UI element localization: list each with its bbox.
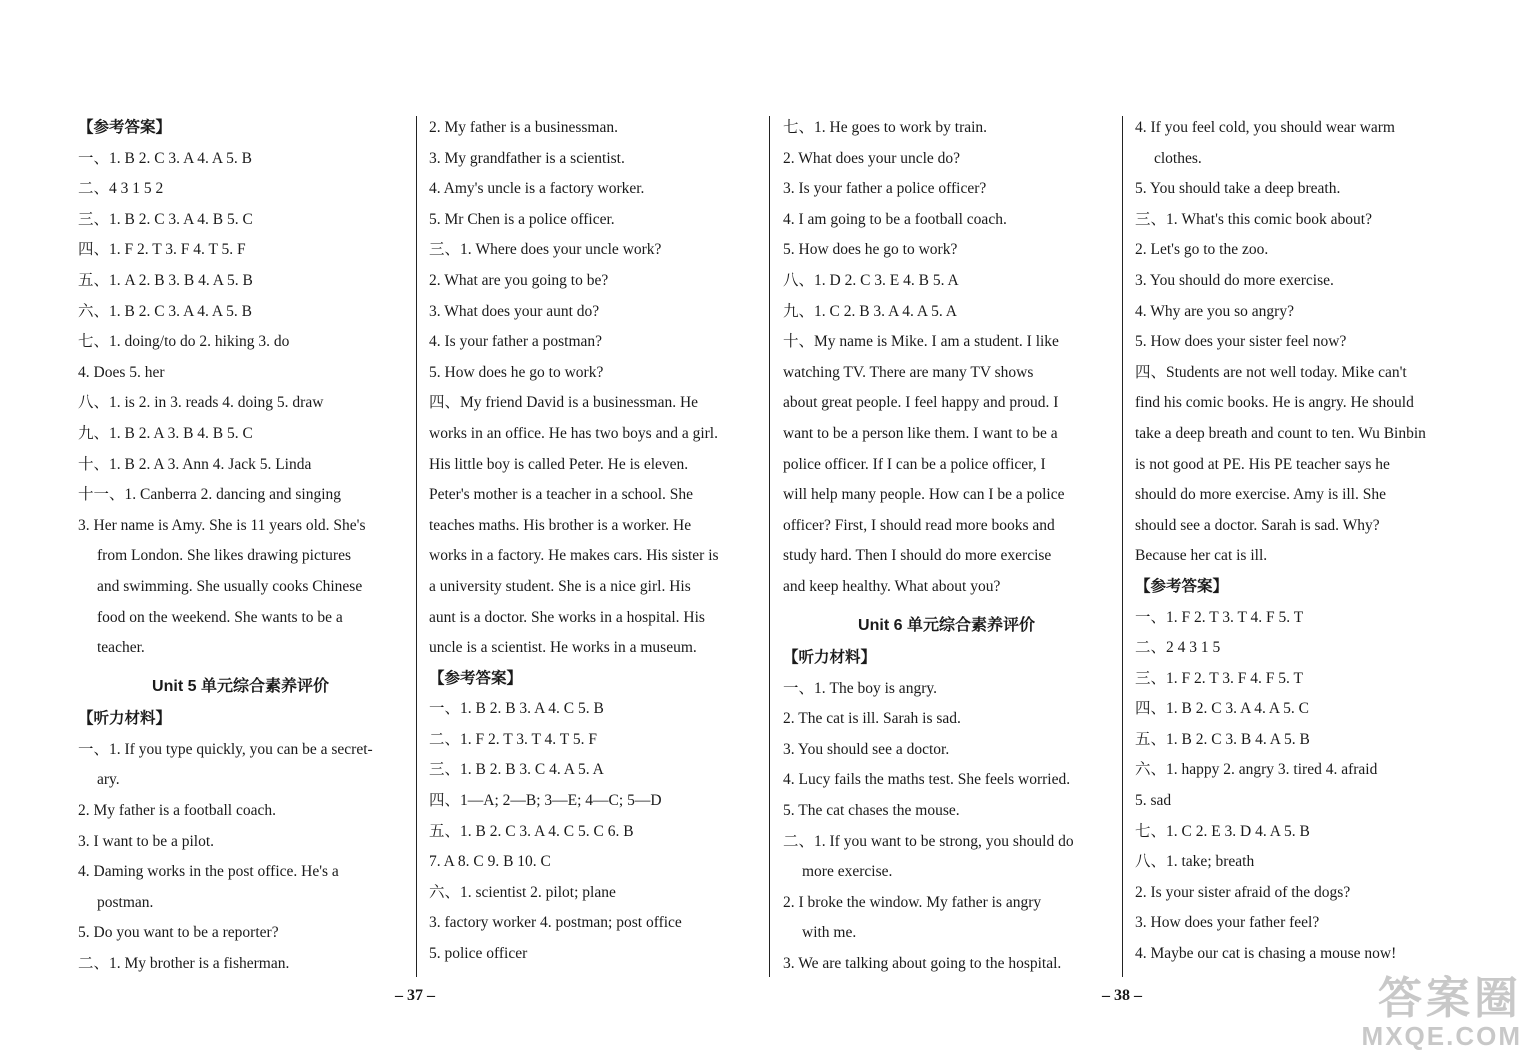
listening-block	[1135, 113, 1461, 358]
answer-block	[78, 113, 403, 664]
answer-line: 5. How does he go to work?	[783, 241, 958, 259]
passage-line: will help many people. How can I be a police	[783, 486, 1065, 504]
listening-line: 5. The cat chases the mouse.	[783, 802, 960, 820]
passage-line: should see a doctor. Sarah is sad. Why?	[1135, 516, 1380, 534]
listening-line: postman.	[97, 893, 154, 911]
listening-block	[429, 113, 756, 388]
answer-line: 七、1. doing/to do 2. hiking 3. do	[78, 333, 290, 351]
listening-line: 一、1. The boy is angry.	[783, 679, 937, 697]
answer-line: 3. Is your father a police officer?	[783, 180, 987, 198]
answer-line: 二、4 3 1 5 2	[78, 180, 164, 198]
answer-line: 八、1. is 2. in 3. reads 4. doing 5. draw	[78, 394, 324, 412]
answer-line: 四、1—A; 2—B; 3—E; 4—C; 5—D	[429, 792, 662, 810]
listening-line: 4. Lucy fails the maths test. She feels worried.	[783, 771, 1071, 789]
answer-block	[429, 664, 756, 970]
page-divider	[769, 116, 770, 977]
passage-block	[783, 327, 1110, 602]
answer-line: 5. police officer	[429, 945, 528, 963]
listening-line: 5. How does your sister feel now?	[1135, 333, 1347, 351]
column-3	[783, 113, 1110, 980]
answer-line: 八、1. take; breath	[1135, 853, 1255, 871]
watermark-cn: 答案圈	[1378, 974, 1522, 1023]
passage-line: about great people. I feel happy and proud. I	[783, 394, 1059, 412]
passage-line: should do more exercise. Amy is ill. She	[1135, 486, 1386, 504]
page-number-right: – 38 –	[1102, 987, 1142, 1004]
listening-line: 2. I broke the window. My father is angry	[783, 893, 1042, 911]
passage-line: works in a factory. He makes cars. His sister is	[429, 547, 719, 565]
listening-heading: 【听力材料】	[78, 710, 172, 728]
answer-line: 7. A 8. C 9. B 10. C	[429, 853, 551, 871]
answer-line: 四、1. B 2. C 3. A 4. A 5. C	[1135, 700, 1309, 718]
answer-line: 一、1. B 2. C 3. A 4. A 5. B	[78, 149, 252, 167]
answer-line: 五、1. B 2. C 3. B 4. A 5. B	[1135, 730, 1310, 748]
listening-block	[78, 704, 403, 979]
listening-line: 一、1. If you type quickly, you can be a secret-	[78, 740, 373, 758]
listening-line: 2. Let's go to the zoo.	[1135, 241, 1269, 259]
answer-line: 二、1. F 2. T 3. T 4. T 5. F	[429, 730, 597, 748]
answer-line: 3. Her name is Amy. She is 11 years old. She's	[78, 516, 366, 534]
answer-line: 五、1. A 2. B 3. B 4. A 5. B	[78, 271, 253, 289]
answer-heading: 【参考答案】	[429, 669, 523, 687]
answer-line: 3. factory worker 4. postman; post office	[429, 914, 682, 932]
listening-line: 5. Do you want to be a reporter?	[78, 924, 279, 942]
answer-line: 九、1. C 2. B 3. A 4. A 5. A	[783, 302, 957, 320]
passage-line: 四、Students are not well today. Mike can't	[1135, 363, 1407, 381]
listening-line: 二、1. If you want to be strong, you should do	[783, 832, 1074, 850]
listening-line: 2. My father is a businessman.	[429, 119, 618, 136]
answer-line: 5. sad	[1135, 792, 1172, 810]
listening-line: 三、1. Where does your uncle work?	[429, 241, 662, 259]
passage-line: His little boy is called Peter. He is eleven.	[429, 455, 689, 473]
answer-line: 五、1. B 2. C 3. A 4. C 5. C 6. B	[429, 822, 634, 840]
answer-line: 四、1. F 2. T 3. F 4. T 5. F	[78, 241, 246, 259]
listening-line: 4. Is your father a postman?	[429, 333, 603, 351]
listening-line: 4. Why are you so angry?	[1135, 302, 1294, 320]
passage-line: Peter's mother is a teacher in a school. She	[429, 486, 694, 504]
listening-line: 5. You should take a deep breath.	[1135, 180, 1341, 198]
passage-line: is not good at PE. His PE teacher says he	[1135, 455, 1390, 473]
watermark-en: MXQE.COM	[1361, 1021, 1522, 1051]
paragraph-line: from London. She likes drawing pictures	[97, 547, 351, 565]
passage-line: 四、My friend David is a businessman. He	[429, 394, 699, 412]
listening-line: more exercise.	[802, 863, 893, 881]
listening-line: ary.	[97, 771, 120, 789]
unit-5-title: Unit 5 单元综合素养评价	[152, 677, 329, 695]
listening-block	[783, 643, 1110, 980]
answer-line: 3. How does your father feel?	[1135, 914, 1320, 932]
answer-line: 十、1. B 2. A 3. Ann 4. Jack 5. Linda	[78, 455, 312, 473]
listening-line: 3. My grandfather is a scientist.	[429, 149, 625, 167]
passage-line: officer? First, I should read more books and	[783, 516, 1055, 534]
listening-line: 4. Daming works in the post office. He's a	[78, 863, 339, 881]
answer-line: 十一、1. Canberra 2. dancing and singing	[78, 486, 342, 504]
paragraph-line: food on the weekend. She wants to be a	[97, 608, 343, 626]
answer-line: 七、1. C 2. E 3. D 4. A 5. B	[1135, 822, 1310, 840]
passage-line: want to be a person like them. I want to be a	[783, 424, 1058, 442]
answer-line: 一、1. F 2. T 3. T 4. F 5. T	[1135, 608, 1304, 626]
listening-line: 2. What are you going to be?	[429, 271, 609, 289]
answer-line: 一、1. B 2. B 3. A 4. C 5. B	[429, 700, 604, 718]
listening-line: with me.	[802, 924, 857, 942]
answer-line: 八、1. D 2. C 3. E 4. B 5. A	[783, 271, 959, 289]
passage-line: watching TV. There are many TV shows	[783, 363, 1034, 381]
answer-line: 九、1. B 2. A 3. B 4. B 5. C	[78, 424, 253, 442]
column-divider	[1122, 116, 1123, 977]
column-1	[78, 113, 403, 980]
listening-line: 5. How does he go to work?	[429, 363, 604, 381]
passage-line: works in an office. He has two boys and a girl.	[429, 424, 718, 442]
answer-line: 4. Does 5. her	[78, 363, 165, 381]
answer-line: 七、1. He goes to work by train.	[783, 119, 988, 136]
passage-line: aunt is a doctor. She works in a hospital. His	[429, 608, 705, 626]
listening-line: 三、1. What's this comic book about?	[1135, 210, 1372, 228]
passage-line: find his comic books. He is angry. He should	[1135, 394, 1414, 412]
passage-block	[1135, 358, 1461, 572]
passage-line: police officer. If I can be a police officer, I	[783, 455, 1046, 473]
passage-line: teaches maths. His brother is a worker. He	[429, 516, 692, 534]
answer-line: 三、1. F 2. T 3. F 4. F 5. T	[1135, 669, 1303, 687]
listening-line: 3. You should do more exercise.	[1135, 271, 1334, 289]
answer-block	[783, 113, 1110, 327]
answer-line: 2. Is your sister afraid of the dogs?	[1135, 883, 1351, 901]
listening-line: 3. I want to be a pilot.	[78, 832, 215, 850]
listening-line: 二、1. My brother is a fisherman.	[78, 955, 290, 973]
passage-line: Because her cat is ill.	[1135, 547, 1268, 565]
answer-line: 4. I am going to be a football coach.	[783, 210, 1007, 228]
answer-line: 三、1. B 2. C 3. A 4. B 5. C	[78, 210, 253, 228]
answer-line: 2. What does your uncle do?	[783, 149, 961, 167]
passage-line: uncle is a scientist. He works in a museum.	[429, 639, 697, 657]
answer-line: 六、1. scientist 2. pilot; plane	[429, 883, 616, 901]
passage-line: take a deep breath and count to ten. Wu Binbin	[1135, 424, 1426, 442]
answer-line: 三、1. B 2. B 3. C 4. A 5. A	[429, 761, 604, 779]
watermark-logo	[1362, 975, 1522, 1049]
listening-line: 2. My father is a football coach.	[78, 802, 276, 820]
passage-line: a university student. She is a nice girl. His	[429, 577, 691, 595]
passage-block	[429, 388, 756, 663]
answer-heading: 【参考答案】	[78, 119, 172, 136]
listening-line: 5. Mr Chen is a police officer.	[429, 210, 615, 228]
paragraph-line: and swimming. She usually cooks Chinese	[97, 577, 363, 595]
listening-line: 3. We are talking about going to the hospital.	[783, 955, 1062, 973]
listening-line: 4. If you feel cold, you should wear warm	[1135, 119, 1395, 136]
listening-line: 2. The cat is ill. Sarah is sad.	[783, 710, 961, 728]
answer-heading: 【参考答案】	[1135, 577, 1229, 595]
listening-line: clothes.	[1154, 149, 1202, 167]
answer-line: 六、1. B 2. C 3. A 4. A 5. B	[78, 302, 252, 320]
answer-line: 4. Maybe our cat is chasing a mouse now!	[1135, 945, 1397, 963]
listening-line: 3. What does your aunt do?	[429, 302, 600, 320]
column-divider	[416, 116, 417, 977]
answer-line: 二、2 4 3 1 5	[1135, 639, 1221, 657]
answer-line: 六、1. happy 2. angry 3. tired 4. afraid	[1135, 761, 1378, 779]
listening-line: 3. You should see a doctor.	[783, 740, 950, 758]
passage-line: 十、My name is Mike. I am a student. I like	[783, 333, 1059, 351]
paragraph-line: teacher.	[97, 639, 145, 657]
passage-line: and keep healthy. What about you?	[783, 577, 1001, 595]
listening-heading: 【听力材料】	[783, 649, 877, 667]
passage-line: study hard. Then I should do more exercise	[783, 547, 1052, 565]
listening-line: 4. Amy's uncle is a factory worker.	[429, 180, 645, 198]
column-4	[1135, 113, 1461, 970]
answer-block	[1135, 572, 1461, 970]
column-2	[429, 113, 756, 970]
page-number-left: – 37 –	[395, 987, 435, 1004]
unit-6-title: Unit 6 单元综合素养评价	[858, 616, 1035, 634]
